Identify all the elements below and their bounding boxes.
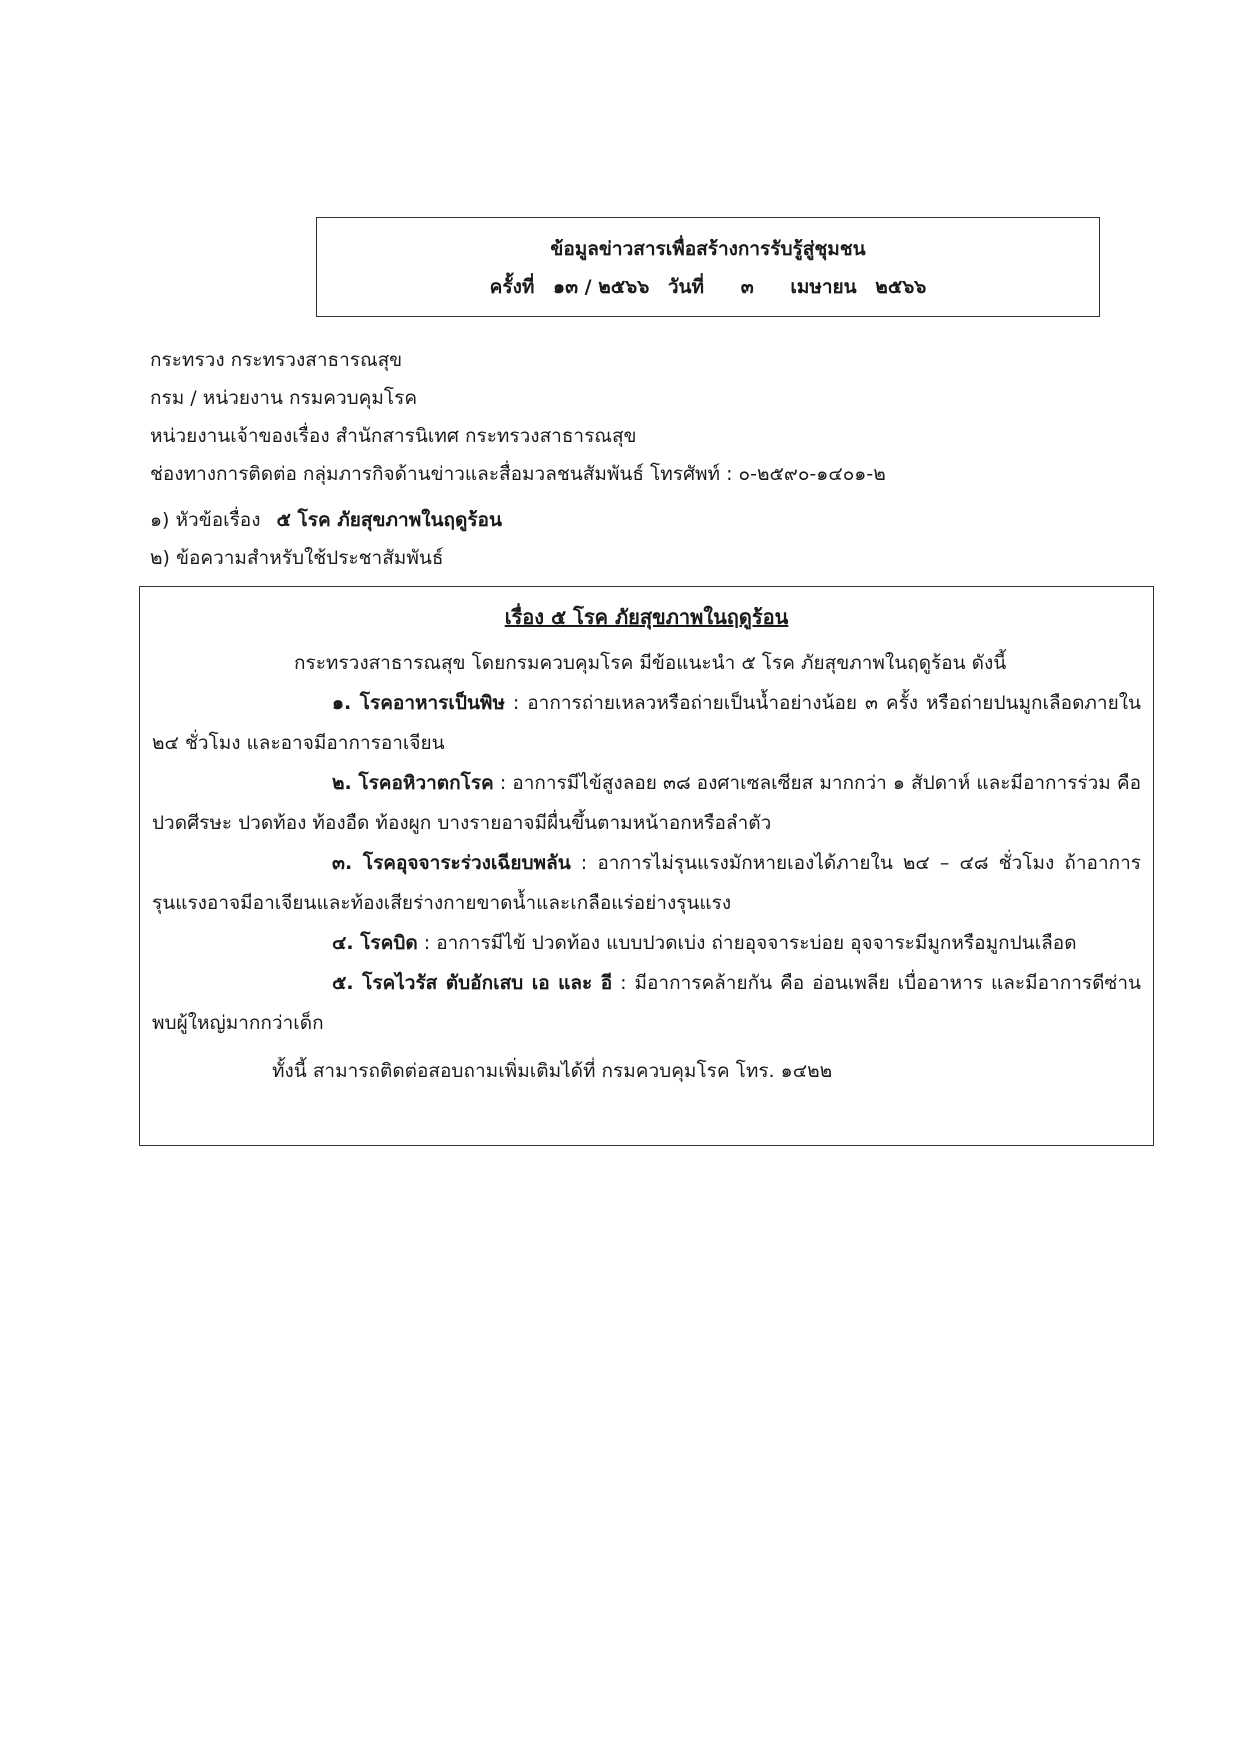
header-title: ข้อมูลข่าวสารเพื่อสร้างการรับรู้สู่ชุมชน xyxy=(550,238,866,260)
disease-name: ๓. โรคอุจจาระร่วงเฉียบพลัน xyxy=(332,852,571,874)
disease-desc: : อาการถ่ายเหลวหรือถ่ายเป็นน้ำอย่างน้อย ๓ ครั้ง หรือถ่ายปนมูกเลือดภายใน ๒๔ ชั่วโมง และอาจมีอาการอาเจียน xyxy=(152,692,1141,754)
disease-name: ๔. โรคบิด xyxy=(332,932,418,954)
date-label: วันที่ xyxy=(667,276,705,298)
issue-label: ครั้งที่ xyxy=(489,276,535,298)
content-box xyxy=(139,586,1154,1146)
disease-item xyxy=(152,683,1141,763)
disease-name: ๑. โรคอาหารเป็นพิษ xyxy=(332,692,505,714)
disease-desc: : อาการมีไข้ ปวดท้อง แบบปวดเบ่ง ถ่ายอุจจาระบ่อย อุจจาระมีมูกหรือมูกปนเลือด xyxy=(417,932,1077,954)
content-intro: กระทรวงสาธารณสุข โดยกรมควบคุมโรค มีข้อแนะนำ ๕ โรค ภัยสุขภาพในฤดูร้อน ดังนี้ xyxy=(294,652,1007,674)
header-box xyxy=(316,217,1100,317)
content-title: เรื่อง ๕ โรค ภัยสุขภาพในฤดูร้อน xyxy=(504,605,789,629)
department-line: กรม / หน่วยงาน กรมควบคุมโรค xyxy=(150,387,418,409)
topic-label: ๑) หัวข้อเรื่อง xyxy=(150,509,261,531)
header-issue-line xyxy=(317,268,1099,306)
contact-line: ช่องทางการติดต่อ กลุ่มภารกิจด้านข่าวและสื่อมวลชนสัมพันธ์ โทรศัพท์ : ๐-๒๕๙๐-๑๔๐๑-๒ xyxy=(150,463,886,485)
footer-note: ทั้งนี้ สามารถติดต่อสอบถามเพิ่มเติมได้ที่ กรมควบคุมโรค โทร. ๑๔๒๒ xyxy=(272,1060,833,1082)
date-year: ๒๕๖๖ xyxy=(875,276,927,298)
date-month: เมษายน xyxy=(790,276,857,298)
topic-value: ๕ โรค ภัยสุขภาพในฤดูร้อน xyxy=(276,509,502,531)
issue-number: ๑๓ / ๒๕๖๖ xyxy=(553,276,650,298)
disease-desc: : อาการมีไข้สูงลอย ๓๘ องศาเซลเซียส มากกว่า ๑ สัปดาห์ และมีอาการร่วม คือ ปวดศีรษะ ปวดท้อง ท้องอืด ท้องผูก บางรายอาจมีผื่นขึ้นตามหน้าอกหรือลำตัว xyxy=(152,772,1141,834)
disease-item xyxy=(152,763,1141,843)
disease-desc: : มีอาการคล้ายกัน คือ อ่อนเพลีย เบื่ออาหาร และมีอาการดีซ่าน พบผู้ใหญ่มากกว่าเด็ก xyxy=(152,972,1141,1034)
disease-item xyxy=(152,843,1141,923)
owner-unit-line: หน่วยงานเจ้าของเรื่อง สำนักสารนิเทศ กระทรวงสาธารณสุข xyxy=(150,425,637,447)
topic-line xyxy=(150,501,1150,539)
disease-name: ๒. โรคอหิวาตกโรค xyxy=(332,772,494,794)
meta-section xyxy=(150,341,1150,577)
date-day: ๓ xyxy=(740,276,754,298)
disease-desc: : อาการไม่รุนแรงมักหายเองได้ภายใน ๒๔ – ๔๘ ชั่วโมง ถ้าอาการรุนแรงอาจมีอาเจียนและท้องเสียร่างกายขาดน้ำและเกลือแร่อย่างรุนแรง xyxy=(152,852,1141,914)
disease-item xyxy=(152,963,1141,1043)
ministry-line: กระทรวง กระทรวงสาธารณสุข xyxy=(150,349,403,371)
pr-message-label: ๒) ข้อความสำหรับใช้ประชาสัมพันธ์ xyxy=(150,547,444,569)
disease-item xyxy=(152,923,1141,963)
disease-name: ๕. โรคไวรัส ตับอักเสบ เอ และ อี xyxy=(332,972,613,994)
